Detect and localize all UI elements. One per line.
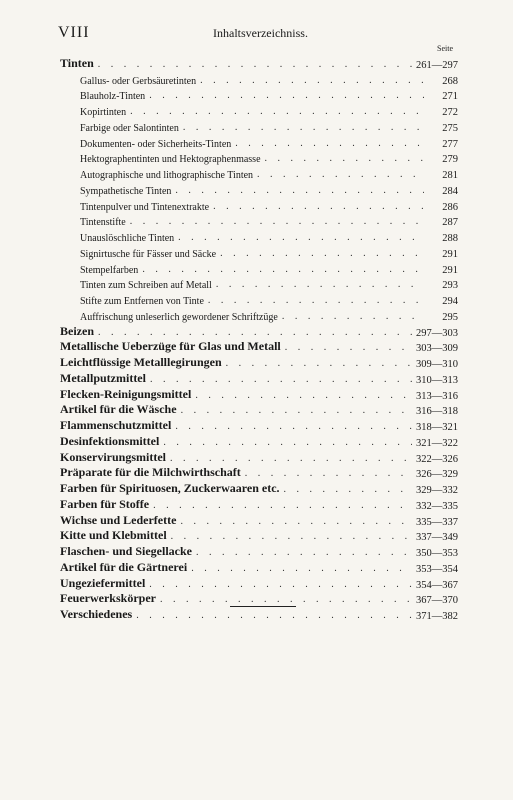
toc-entry-pages: 288 xyxy=(442,233,458,244)
toc-entry-pages: 310—313 xyxy=(416,374,458,386)
dot-leader xyxy=(130,216,424,228)
dot-leader xyxy=(183,122,424,134)
toc-entry xyxy=(60,87,458,103)
toc-entry xyxy=(60,307,458,323)
toc-entry-label: Feuerwerkskörper xyxy=(60,591,156,606)
toc-entry-label: Flammenschutzmittel xyxy=(60,418,172,432)
toc-entry-label: Flaschen- und Siegellacke xyxy=(60,544,193,558)
dot-leader xyxy=(171,531,412,543)
toc-entry-pages: 293 xyxy=(442,280,458,292)
toc-entry xyxy=(60,402,458,418)
toc-entry-label: Unauslöschliche Tinten xyxy=(80,233,175,244)
toc-entry-pages: 337—349 xyxy=(416,532,458,544)
toc-entry-label: Präparate für die Milchwirthschaft xyxy=(60,465,241,480)
toc-entry-label: Leichtflüssige Metalllegirungen xyxy=(60,355,222,369)
toc-entry xyxy=(60,118,458,134)
toc-entry-label: Tintenstifte xyxy=(80,217,126,229)
toc-entry-pages: 318—321 xyxy=(416,422,458,433)
dot-leader xyxy=(257,169,424,181)
page-number: VIII xyxy=(58,24,90,41)
toc-entry xyxy=(60,512,458,528)
toc-entry-pages: 367—370 xyxy=(416,595,458,607)
toc-entry xyxy=(60,181,458,197)
toc-entry xyxy=(60,480,458,496)
toc-entry-pages: 329—332 xyxy=(416,485,458,496)
toc-entry xyxy=(60,102,458,118)
dot-leader xyxy=(178,232,424,244)
dot-leader xyxy=(285,342,412,354)
toc-entry-label: Stifte zum Entfernen von Tinte xyxy=(80,296,204,307)
dot-leader xyxy=(149,90,424,102)
toc-entry-label: Artikel für die Wäsche xyxy=(60,402,177,417)
toc-entry-pages: 303—309 xyxy=(416,343,458,355)
toc-entry-label: Kitte und Klebmittel xyxy=(60,528,167,543)
dot-leader xyxy=(98,59,412,71)
dot-leader xyxy=(175,421,412,433)
toc-entry-pages: 321—322 xyxy=(416,437,458,449)
toc-entry-pages: 281 xyxy=(442,170,458,181)
page-header xyxy=(58,24,470,44)
dot-leader xyxy=(149,579,412,591)
toc-entry xyxy=(60,323,458,339)
toc-entry-pages: 277 xyxy=(442,138,458,150)
dot-leader xyxy=(136,610,412,622)
toc-entry-label: Farben für Stoffe xyxy=(60,496,150,511)
toc-entry-pages: 291 xyxy=(442,264,458,276)
toc-entry-pages: 354—367 xyxy=(416,579,458,591)
toc-entry-pages: 295 xyxy=(442,311,458,323)
toc-entry-pages: 272 xyxy=(442,107,458,118)
toc-entry xyxy=(60,575,458,591)
toc-entry-label: Signirtusche für Fässer und Säcke xyxy=(80,248,217,260)
toc-entry xyxy=(60,276,458,292)
toc-entry-pages: 313—316 xyxy=(416,390,458,402)
toc-entry xyxy=(60,433,458,449)
toc-entry-label: Sympathetische Tinten xyxy=(80,185,172,197)
toc-entry-pages: 275 xyxy=(442,122,458,134)
toc-entry-label: Stempelfarben xyxy=(80,264,139,276)
toc-entry-pages: 335—337 xyxy=(416,516,458,528)
toc-entry-label: Farben für Spirituosen, Zuckerwaaren etc. xyxy=(60,481,280,495)
dot-leader xyxy=(181,405,412,417)
dot-leader xyxy=(150,374,412,386)
toc-entry-label: Desinfektionsmittel xyxy=(60,433,160,448)
toc-entry xyxy=(60,165,458,181)
toc-entry xyxy=(60,244,458,260)
toc-entry-pages: 294 xyxy=(442,296,458,307)
page-column-label: Seite xyxy=(437,44,453,53)
toc-entry-pages: 279 xyxy=(442,154,458,166)
toc-entry xyxy=(60,55,458,71)
dot-leader xyxy=(130,106,424,118)
dot-leader xyxy=(265,153,424,165)
dot-leader xyxy=(200,75,424,87)
toc-entry-pages: 326—329 xyxy=(416,469,458,481)
dot-leader xyxy=(213,201,424,213)
toc-entry-pages: 322—326 xyxy=(416,453,458,465)
closing-rule xyxy=(230,606,296,607)
toc-entry-label: Artikel für die Gärtnerei xyxy=(60,559,188,574)
toc-entry xyxy=(60,339,458,355)
toc-entry-pages: 268 xyxy=(442,75,458,87)
toc-entry xyxy=(60,417,458,433)
dot-leader xyxy=(235,138,424,150)
dot-leader xyxy=(98,327,412,339)
toc-entry xyxy=(60,591,458,607)
dot-leader xyxy=(180,516,412,528)
toc-entry xyxy=(60,386,458,402)
toc-entry xyxy=(60,354,458,370)
toc-entry-label: Dokumenten- oder Sicherheits-Tinten xyxy=(80,138,232,150)
toc-entry-pages: 284 xyxy=(442,185,458,197)
toc-entry-label: Beizen xyxy=(60,323,94,338)
toc-entry-label: Tinten zum Schreiben auf Metall xyxy=(80,280,212,292)
toc-entry xyxy=(60,213,458,229)
toc-entry-label: Wichse und Lederfette xyxy=(60,512,177,527)
table-of-contents xyxy=(60,55,458,622)
toc-entry-label: Tintenpulver und Tintenextrakte xyxy=(80,201,210,213)
dot-leader xyxy=(220,248,424,260)
toc-entry-pages: 332—335 xyxy=(416,500,458,512)
toc-entry-label: Metallputzmittel xyxy=(60,370,146,385)
toc-entry xyxy=(60,449,458,465)
dot-leader xyxy=(153,500,412,512)
toc-entry-pages: 286 xyxy=(442,201,458,213)
dot-leader xyxy=(282,311,424,323)
toc-entry-label: Blauholz-Tinten xyxy=(80,91,146,103)
toc-entry xyxy=(60,370,458,386)
toc-entry xyxy=(60,71,458,87)
toc-entry xyxy=(60,528,458,544)
dot-leader xyxy=(196,547,412,559)
toc-entry-pages: 287 xyxy=(442,217,458,229)
toc-entry-pages: 371—382 xyxy=(416,611,458,622)
dot-leader xyxy=(226,358,412,370)
toc-entry-label: Auffrischung unleserlich gewordener Schriftzüge xyxy=(80,311,278,323)
dot-leader xyxy=(191,563,412,575)
toc-entry-pages: 309—310 xyxy=(416,359,458,370)
toc-entry-label: Gallus- oder Gerbsäuretinten xyxy=(80,75,197,87)
dot-leader xyxy=(170,453,412,465)
toc-entry-pages: 316—318 xyxy=(416,406,458,418)
dot-leader xyxy=(160,594,412,606)
toc-entry xyxy=(60,465,458,481)
toc-entry xyxy=(60,260,458,276)
toc-entry-pages: 353—354 xyxy=(416,563,458,575)
dot-leader xyxy=(142,264,424,276)
toc-entry xyxy=(60,228,458,244)
toc-entry xyxy=(60,134,458,150)
toc-entry xyxy=(60,496,458,512)
toc-entry xyxy=(60,197,458,213)
toc-entry-label: Ungeziefermittel xyxy=(60,575,146,590)
toc-entry xyxy=(60,543,458,559)
dot-leader xyxy=(175,185,424,197)
dot-leader xyxy=(208,295,424,307)
dot-leader xyxy=(195,390,412,402)
toc-entry xyxy=(60,291,458,307)
dot-leader xyxy=(163,437,412,449)
toc-entry xyxy=(60,559,458,575)
toc-entry-label: Autographische und lithographische Tinten xyxy=(80,170,254,181)
toc-entry-pages: 297—303 xyxy=(416,327,458,339)
toc-entry-label: Metallische Ueberzüge für Glas und Metall xyxy=(60,339,281,354)
dot-leader xyxy=(284,484,412,496)
toc-entry-label: Hektographentinten und Hektographenmasse xyxy=(80,154,261,166)
toc-entry-pages: 291 xyxy=(442,248,458,260)
toc-entry-label: Farbige oder Salontinten xyxy=(80,122,179,134)
toc-entry-pages: 350—353 xyxy=(416,548,458,559)
toc-entry-label: Tinten xyxy=(60,55,94,70)
running-title: Inhaltsverzeichniss. xyxy=(213,26,308,40)
toc-entry xyxy=(60,606,458,622)
toc-entry-label: Verschiedenes xyxy=(60,607,133,621)
dot-leader xyxy=(216,279,424,291)
toc-entry-pages: 261—297 xyxy=(416,59,458,71)
toc-entry xyxy=(60,150,458,166)
toc-entry-label: Konservirungsmittel xyxy=(60,449,166,464)
toc-entry-label: Kopirtinten xyxy=(80,107,127,118)
dot-leader xyxy=(245,468,412,480)
toc-entry-label: Flecken-Reinigungsmittel xyxy=(60,386,192,401)
toc-entry-pages: 271 xyxy=(442,91,458,103)
